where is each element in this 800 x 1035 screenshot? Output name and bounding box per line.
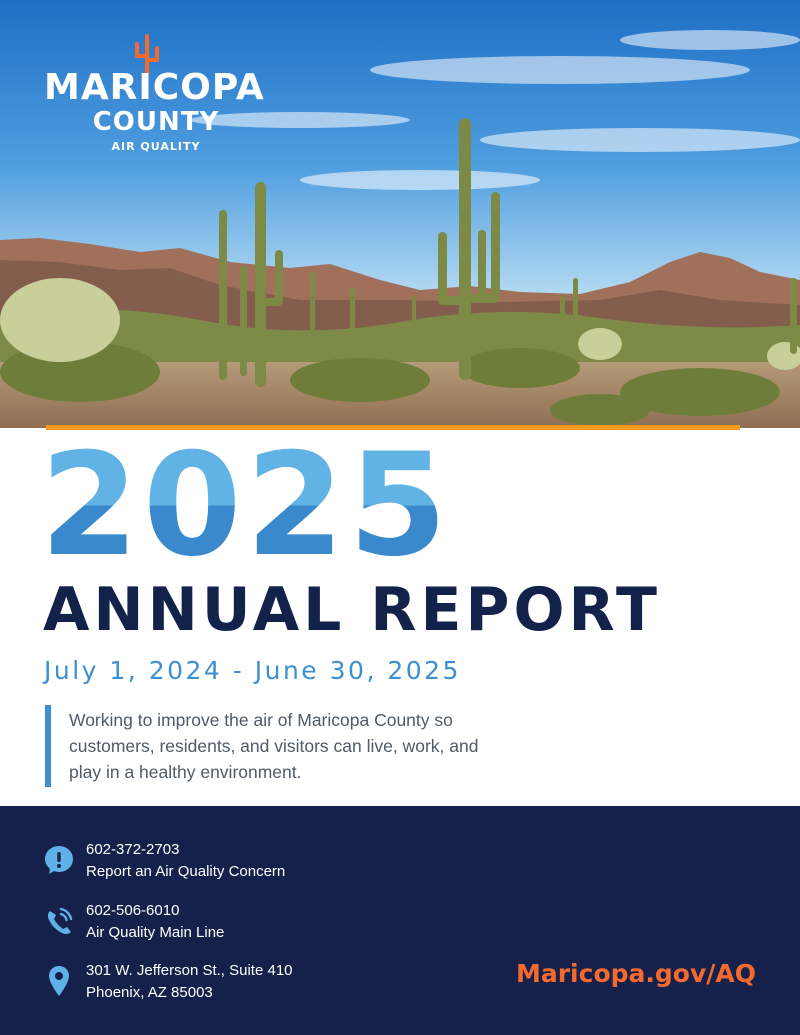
phone-icon (44, 905, 74, 937)
location-pin-icon (44, 965, 74, 997)
report-title: ANNUAL REPORT (43, 575, 661, 645)
logo-wordmark-maricopa: MARICOPA (44, 67, 265, 108)
report-period: July 1, 2024 - June 30, 2025 (44, 656, 461, 685)
report-year-text: 2025 (40, 442, 452, 562)
contact-city-state-zip: Phoenix, AZ 85003 (86, 984, 213, 1001)
contact-description: Air Quality Main Line (86, 924, 225, 941)
logo-wordmark-air-quality: AIR QUALITY (111, 140, 201, 153)
hero-photo (0, 0, 800, 428)
contact-address[interactable] (44, 961, 444, 1007)
contact-main-line[interactable] (44, 901, 444, 947)
contact-street-address: 301 W. Jefferson St., Suite 410 (86, 962, 293, 979)
alert-chat-icon (44, 844, 74, 876)
mission-accent-bar (45, 705, 51, 787)
report-year (40, 442, 500, 562)
logo-wordmark-county: COUNTY (92, 107, 220, 137)
orange-divider (46, 425, 740, 430)
contact-phone-number: 602-506-6010 (86, 902, 180, 919)
contact-description: Report an Air Quality Concern (86, 863, 286, 880)
maricopa-county-air-quality-logo (44, 32, 264, 158)
contact-report-concern[interactable] (44, 840, 444, 886)
contact-phone-number: 602-372-2703 (86, 841, 180, 858)
website-link[interactable]: Maricopa.gov/AQ (515, 959, 756, 988)
mission-statement: Working to improve the air of Maricopa County so customers, residents, and visitors can live, work, and play in a healthy environment. (69, 710, 479, 782)
